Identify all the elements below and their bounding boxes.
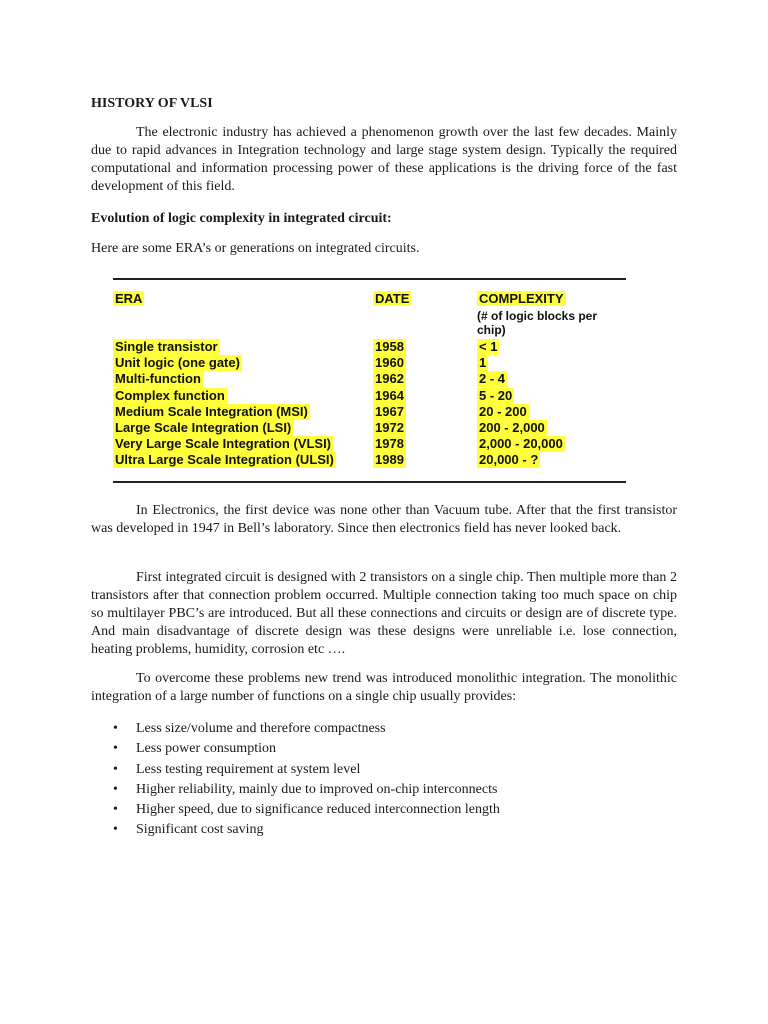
- list-item: [113, 720, 500, 740]
- bullet-icon: •: [113, 761, 118, 777]
- table-row: [113, 420, 626, 436]
- table-row: [113, 436, 626, 452]
- list-item-text: Less size/volume and therefore compactness: [136, 721, 386, 736]
- bullet-icon: •: [113, 721, 118, 736]
- cell-date: 1960: [375, 355, 404, 371]
- bullet-icon: •: [113, 741, 118, 757]
- cell-complexity: 20 - 200: [479, 403, 527, 419]
- header-era: ERA: [115, 291, 143, 306]
- cell-date: 1967: [375, 403, 404, 419]
- paragraph-monolithic: To overcome these problems new trend was introduced monolithic integration. The monolithic integration of a large number of functions on a single chip usually provides:: [91, 671, 677, 704]
- paragraph-first-ic: First integrated circuit is designed with 2 transistors on a single chip. Then multiple more than 2 transistors after that connection problem occurred. Multiple connection taking too much space on chip so multilayer PBC’s are introduced. But all these connections and circuits or design are of discrete type. And main disadvantage of discrete design was these designs were unreliable i.e. lose connection, heating problems, humidity, corrosion etc ….: [91, 570, 677, 657]
- cell-era: Unit logic (one gate): [115, 355, 240, 371]
- cell-complexity: 20,000 - ?: [479, 452, 539, 468]
- list-item-text: Higher speed, due to significance reduced interconnection length: [136, 802, 500, 818]
- list-item: [113, 801, 500, 821]
- table-bottom-rule: [113, 481, 626, 483]
- table-header-row: [113, 291, 626, 307]
- cell-era: Medium Scale Integration (MSI): [115, 403, 308, 419]
- bullet-icon: •: [113, 822, 118, 838]
- cell-era: Large Scale Integration (LSI): [115, 420, 292, 435]
- cell-complexity: 2,000 - 20,000: [479, 436, 563, 452]
- bullet-icon: •: [113, 781, 118, 797]
- cell-era: Very Large Scale Integration (VLSI): [115, 436, 332, 452]
- cell-complexity: < 1: [479, 339, 498, 354]
- header-complexity: COMPLEXITY: [479, 291, 564, 306]
- header-date: DATE: [375, 291, 410, 306]
- cell-complexity: 1: [479, 355, 487, 371]
- table-top-rule: [113, 278, 626, 280]
- table-row: [113, 355, 626, 371]
- cell-era: Ultra Large Scale Integration (ULSI): [115, 452, 334, 468]
- list-item: [113, 740, 500, 760]
- advantages-list: [113, 720, 500, 842]
- list-item-text: Less testing requirement at system level: [136, 761, 361, 777]
- list-item-text: Significant cost saving: [136, 822, 264, 838]
- table-row: [113, 388, 626, 404]
- table-row: [113, 339, 626, 355]
- cell-era: Multi-function: [115, 371, 201, 387]
- era-table-figure: [113, 278, 626, 483]
- cell-era: Single transistor: [115, 339, 218, 354]
- cell-date: 1989: [375, 452, 404, 468]
- cell-complexity: 200 - 2,000: [479, 420, 545, 435]
- cell-date: 1958: [375, 339, 404, 354]
- table-intro-text: Here are some ERA’s or generations on integrated circuits.: [91, 241, 420, 256]
- list-item: [113, 761, 500, 781]
- cell-complexity: 2 - 4: [479, 371, 506, 387]
- list-item: [113, 781, 500, 801]
- header-complexity-sub: (# of logic blocks per chip): [477, 309, 598, 337]
- cell-complexity: 5 - 20: [479, 387, 513, 403]
- cell-era: Complex function: [115, 387, 225, 403]
- list-item: [113, 821, 500, 841]
- list-item-text: Less power consumption: [136, 741, 276, 757]
- page-title: HISTORY OF VLSI: [91, 96, 213, 111]
- list-item-text: Higher reliability, mainly due to improved on-chip interconnects: [136, 781, 498, 797]
- cell-date: 1964: [375, 387, 404, 403]
- table-row: [113, 371, 626, 387]
- cell-date: 1972: [375, 420, 404, 435]
- table-row: [113, 452, 626, 468]
- bullet-icon: •: [113, 802, 118, 818]
- table-row: [113, 404, 626, 420]
- cell-date: 1962: [375, 371, 404, 387]
- paragraph-vacuum-tube: In Electronics, the first device was none other than Vacuum tube. After that the first transistor was developed in 1947 in Bell’s laboratory. Since then electronics field has never looked back.: [91, 503, 677, 536]
- cell-date: 1978: [375, 436, 404, 452]
- section-heading: Evolution of logic complexity in integrated circuit:: [91, 211, 392, 226]
- paragraph-intro: The electronic industry has achieved a phenomenon growth over the last few decades. Mainly due to rapid advances in Integration technology and large stage system design. Typically the required computational and information processing power of these applications is the driving force of the fast development of this field.: [91, 125, 677, 194]
